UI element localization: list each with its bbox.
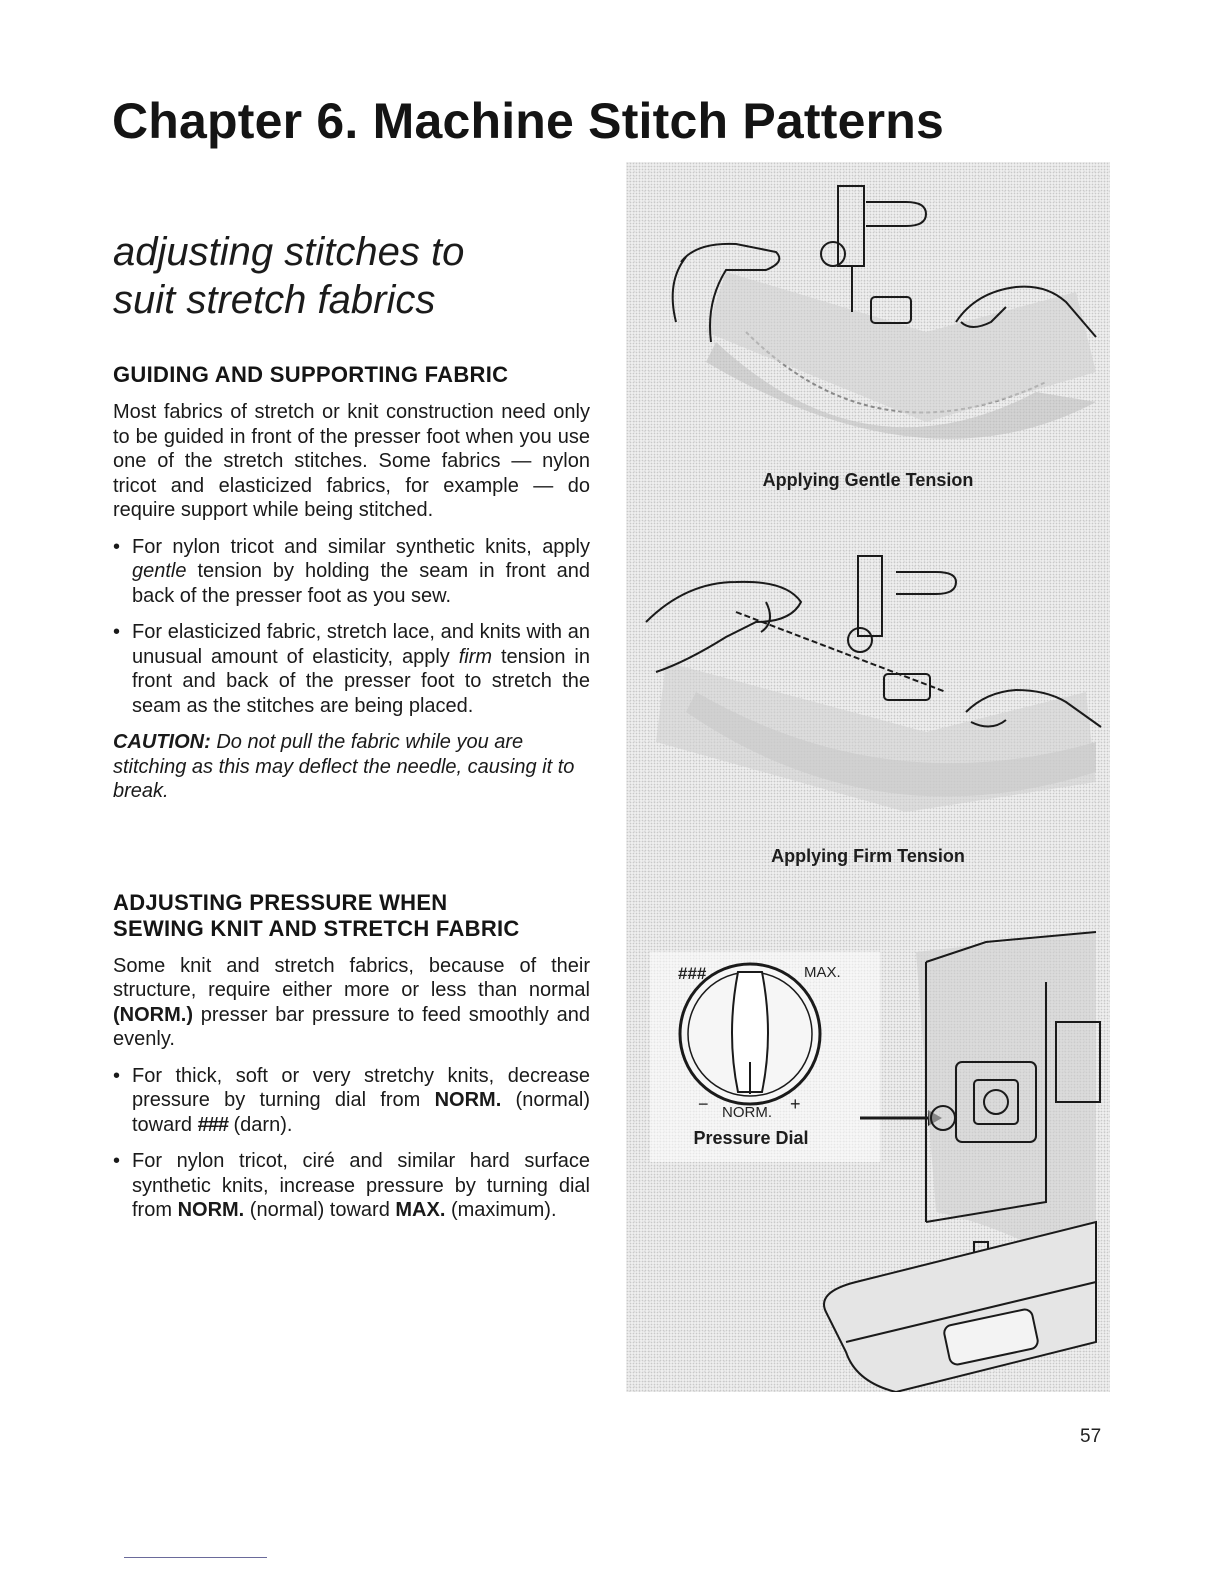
section-title-line-2: suit stretch fabrics <box>113 278 436 322</box>
norm-bold: NORM. <box>434 1089 502 1111</box>
max-bold: MAX. <box>395 1199 446 1221</box>
page-number: 57 <box>1080 1426 1102 1447</box>
darn-symbol: ### <box>197 1113 228 1136</box>
norm-bold: (NORM.) <box>113 1003 193 1026</box>
emphasis-gentle: gentle <box>132 560 187 582</box>
caution-label: CAUTION: <box>113 731 211 753</box>
firm-tension-caption: Applying Firm Tension <box>771 846 965 866</box>
section-title <box>113 228 590 324</box>
pressure-heading-line-1: ADJUSTING PRESSURE WHEN <box>113 889 448 915</box>
pressure-heading-line-2: SEWING KNIT AND STRETCH FABRIC <box>113 915 520 941</box>
pressure-intro <box>113 954 590 1052</box>
guiding-bullet-gentle <box>113 535 590 609</box>
bullet-text: (normal) toward <box>244 1199 396 1221</box>
text-column <box>113 228 590 1235</box>
dial-norm-label: NORM. <box>722 1104 772 1121</box>
bullet-text: (normal) toward <box>132 1089 590 1136</box>
bullet-text: For thick, soft or very stretchy knits, decrease pressure by turning dial from <box>132 1064 590 1111</box>
bullet-text: For nylon tricot and similar synthetic knits, apply <box>132 535 590 558</box>
footnote-rule <box>124 1557 267 1558</box>
chapter-title: Chapter 6. Machine Stitch Patterns <box>112 93 944 149</box>
gentle-tension-illustration <box>626 162 1110 502</box>
pressure-dial-illustration <box>626 922 1110 1392</box>
pressure-bullet-increase <box>113 1149 590 1223</box>
pressure-dial-caption: Pressure Dial <box>693 1128 809 1148</box>
bullet-text: For elasticized fabric, stretch lace, and knits with an unusual amount of elasticity, apply <box>132 621 590 668</box>
intro-text: presser bar pressure to feed smoothly and evenly. <box>113 1003 590 1050</box>
bullet-text: (maximum). <box>445 1199 557 1221</box>
dial-minus-label: − <box>698 1094 709 1114</box>
bullet-text: tension by holding the seam in front and back of the presser foot as you sew. <box>132 560 590 607</box>
pressure-heading <box>113 890 590 942</box>
illustration-panel <box>626 162 1110 1392</box>
norm-bold: NORM. <box>177 1199 245 1221</box>
caution-text: Do not pull the fabric while you are stitching as this may deflect the needle, causing it to break. <box>113 731 575 802</box>
bullet-text: (darn). <box>227 1113 293 1136</box>
pressure-list <box>113 1064 590 1223</box>
bullet-text: For nylon tricot, ciré and similar hard surface synthetic knits, increase pressure by turning dial from <box>132 1150 590 1221</box>
guiding-intro: Most fabrics of stretch or knit construction need only to be guided in front of the presser foot when you use one of the stretch stitches. Some fabrics — nylon tricot and elasticized fabrics, for example — do require support while being stitched. <box>113 401 590 521</box>
intro-text: Some knit and stretch fabrics, because of their structure, require either more or less than normal <box>113 954 590 1001</box>
guiding-bullet-firm <box>113 620 590 718</box>
dial-plus-label: + <box>790 1094 801 1114</box>
section-title-line-1: adjusting stitches to <box>113 230 465 274</box>
dial-max-label: MAX. <box>804 964 841 981</box>
figure-gentle-tension <box>626 162 1110 502</box>
guiding-list <box>113 535 590 719</box>
firm-tension-illustration <box>626 542 1110 872</box>
pressure-bullet-decrease <box>113 1064 590 1138</box>
bullet-text: tension in front and back of the presser foot to stretch the seam as the stitches are being placed. <box>132 645 591 717</box>
figure-firm-tension <box>626 542 1110 872</box>
emphasis-firm: firm <box>458 645 493 668</box>
guiding-heading: GUIDING AND SUPPORTING FABRIC <box>113 362 509 387</box>
figure-pressure-dial <box>626 922 1110 1392</box>
gentle-tension-caption: Applying Gentle Tension <box>762 470 974 490</box>
caution-note <box>113 730 590 804</box>
dial-darn-label: ### <box>678 964 707 983</box>
